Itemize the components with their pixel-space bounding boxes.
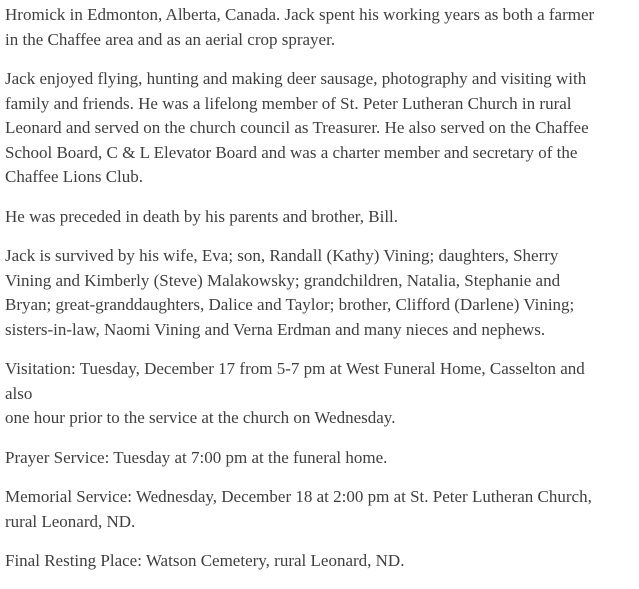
paragraph-prayer-service [5, 446, 634, 471]
paragraph-life-and-community [5, 67, 634, 190]
text-line: Jack enjoyed flying, hunting and making deer sausage, photography and visiting with [5, 69, 587, 88]
paragraph-visitation [5, 357, 634, 431]
text-line: School Board, C & L Elevator Board and was a charter member and secretary of the [5, 142, 578, 162]
paragraph-final-resting-place [5, 549, 634, 574]
text-line: He was preceded in death by his parents and brother, Bill. [5, 206, 399, 226]
paragraph-survivors [5, 244, 634, 342]
paragraph-biography-continued [5, 3, 634, 52]
text-line: Hromick in Edmonton, Alberta, Canada. Jack spent his working years as both a farmer [5, 5, 595, 24]
text-line: Visitation: Tuesday, December 17 from 5-7 pm at West Funeral Home, Casselton and [5, 359, 585, 378]
paragraph-memorial-service [5, 485, 634, 534]
text-line: Chaffee Lions Club. [5, 167, 144, 186]
text-line: one hour prior to the service at the church on Wednesday. [5, 408, 396, 427]
text-line: Jack is survived by his wife, Eva; son, Randall (Kathy) Vining; daughters, Sherry [5, 246, 559, 265]
text-line: Vining and Kimberly (Steve) Malakowsky; grandchildren, Natalia, Stephanie and [5, 270, 561, 290]
text-line: family and friends. He was a lifelong member of St. Peter Lutheran Church in rural [5, 93, 572, 113]
text-line: Prayer Service: Tuesday at 7:00 pm at the funeral home. [5, 447, 388, 467]
text-line: Leonard and served on the church council as Treasurer. He also served on the Chaffee [5, 118, 589, 137]
text-line: in the Chaffee area and as an aerial crop sprayer. [5, 29, 336, 49]
text-line: Memorial Service: Wednesday, December 18 at 2:00 pm at St. Peter Lutheran Church, [5, 487, 592, 506]
text-line: also [5, 383, 33, 403]
text-line: sisters-in-law, Naomi Vining and Verna Erdman and many nieces and nephews. [5, 319, 546, 339]
text-line: Final Resting Place: Watson Cemetery, rural Leonard, ND. [5, 551, 405, 570]
text-line: rural Leonard, ND. [5, 511, 136, 531]
paragraph-preceded-in-death [5, 205, 634, 230]
text-line: Bryan; great-granddaughters, Dalice and Taylor; brother, Clifford (Darlene) Vining; [5, 295, 575, 314]
